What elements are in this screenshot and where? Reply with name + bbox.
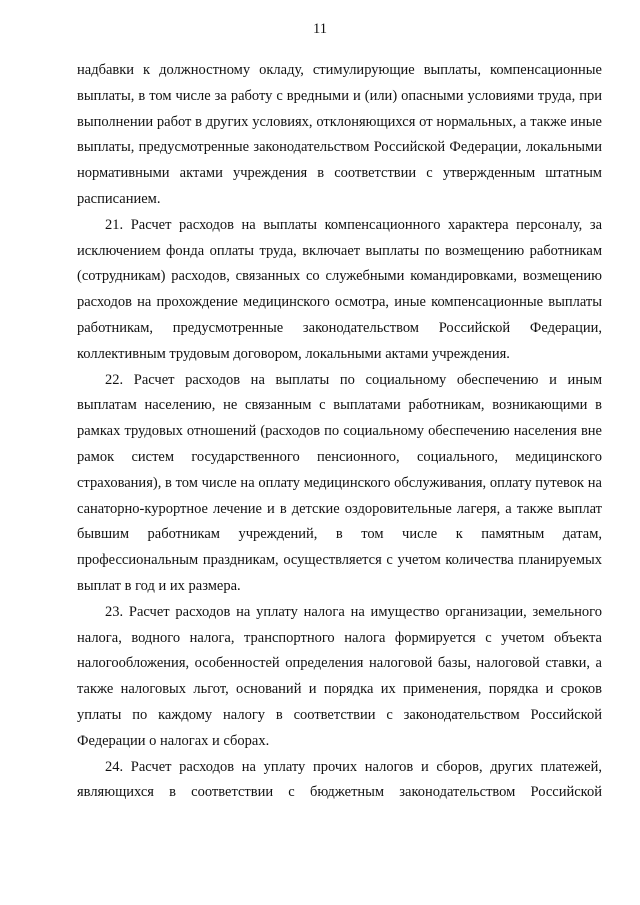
- page-number: 11: [313, 21, 327, 37]
- paragraph-23: 23. Расчет расходов на уплату налога на имущество организации, земельного налога, водного налога, транспортного налога формируется с учетом объекта налогообложения, особенностей определения налоговой базы, налоговой ставки, а также налоговых льгот, оснований и порядка их применения, порядка и сроков уплаты по каждому налогу в соответствии с законодательством Российской Федерации о налогах и сборах.: [77, 603, 602, 749]
- paragraph-continuation: надбавки к должностному окладу, стимулирующие выплаты, компенсационные выплаты, в том числе за работу с вредными и (или) опасными условиями труда, при выполнении работ в других условиях, отклоняющихся от нормальных, а также иные выплаты, предусмотренные законодательством Российской Федерации, локальными нормативными актами учреждения в соответствии с утвержденным штатным расписанием.: [77, 62, 602, 207]
- paragraph-21: 21. Расчет расходов на выплаты компенсационного характера персоналу, за исключением фонда оплаты труда, включает выплаты по возмещению работникам (сотрудникам) расходов, связанных со служебными командировками, возмещению расходов на прохождение медицинского осмотра, иные компенсационные выплаты работникам, предусмотренные законодательством Российской Федерации, коллективным трудовым договором, локальными актами учреждения.: [77, 216, 602, 362]
- paragraph-24: 24. Расчет расходов на уплату прочих налогов и сборов, других платежей, являющихся в соответствии с бюджетным законодательством Российской: [77, 758, 602, 801]
- document-body: [77, 58, 602, 806]
- paragraph-22: 22. Расчет расходов на выплаты по социальному обеспечению и иным выплатам населению, не связанным с выплатами работникам, возникающими в рамках трудовых отношений (расходов по социальному обеспечению населения вне рамок систем государственного пенсионного, социального, медицинского страхования), в том числе на оплату медицинского обслуживания, оплату путевок на санаторно-курортное лечение и в детские оздоровительные лагеря, а также выплат бывшим работникам учреждений, в том числе к памятным датам, профессиональным праздникам, осуществляется с учетом количества планируемых выплат в год и их размера.: [77, 371, 602, 594]
